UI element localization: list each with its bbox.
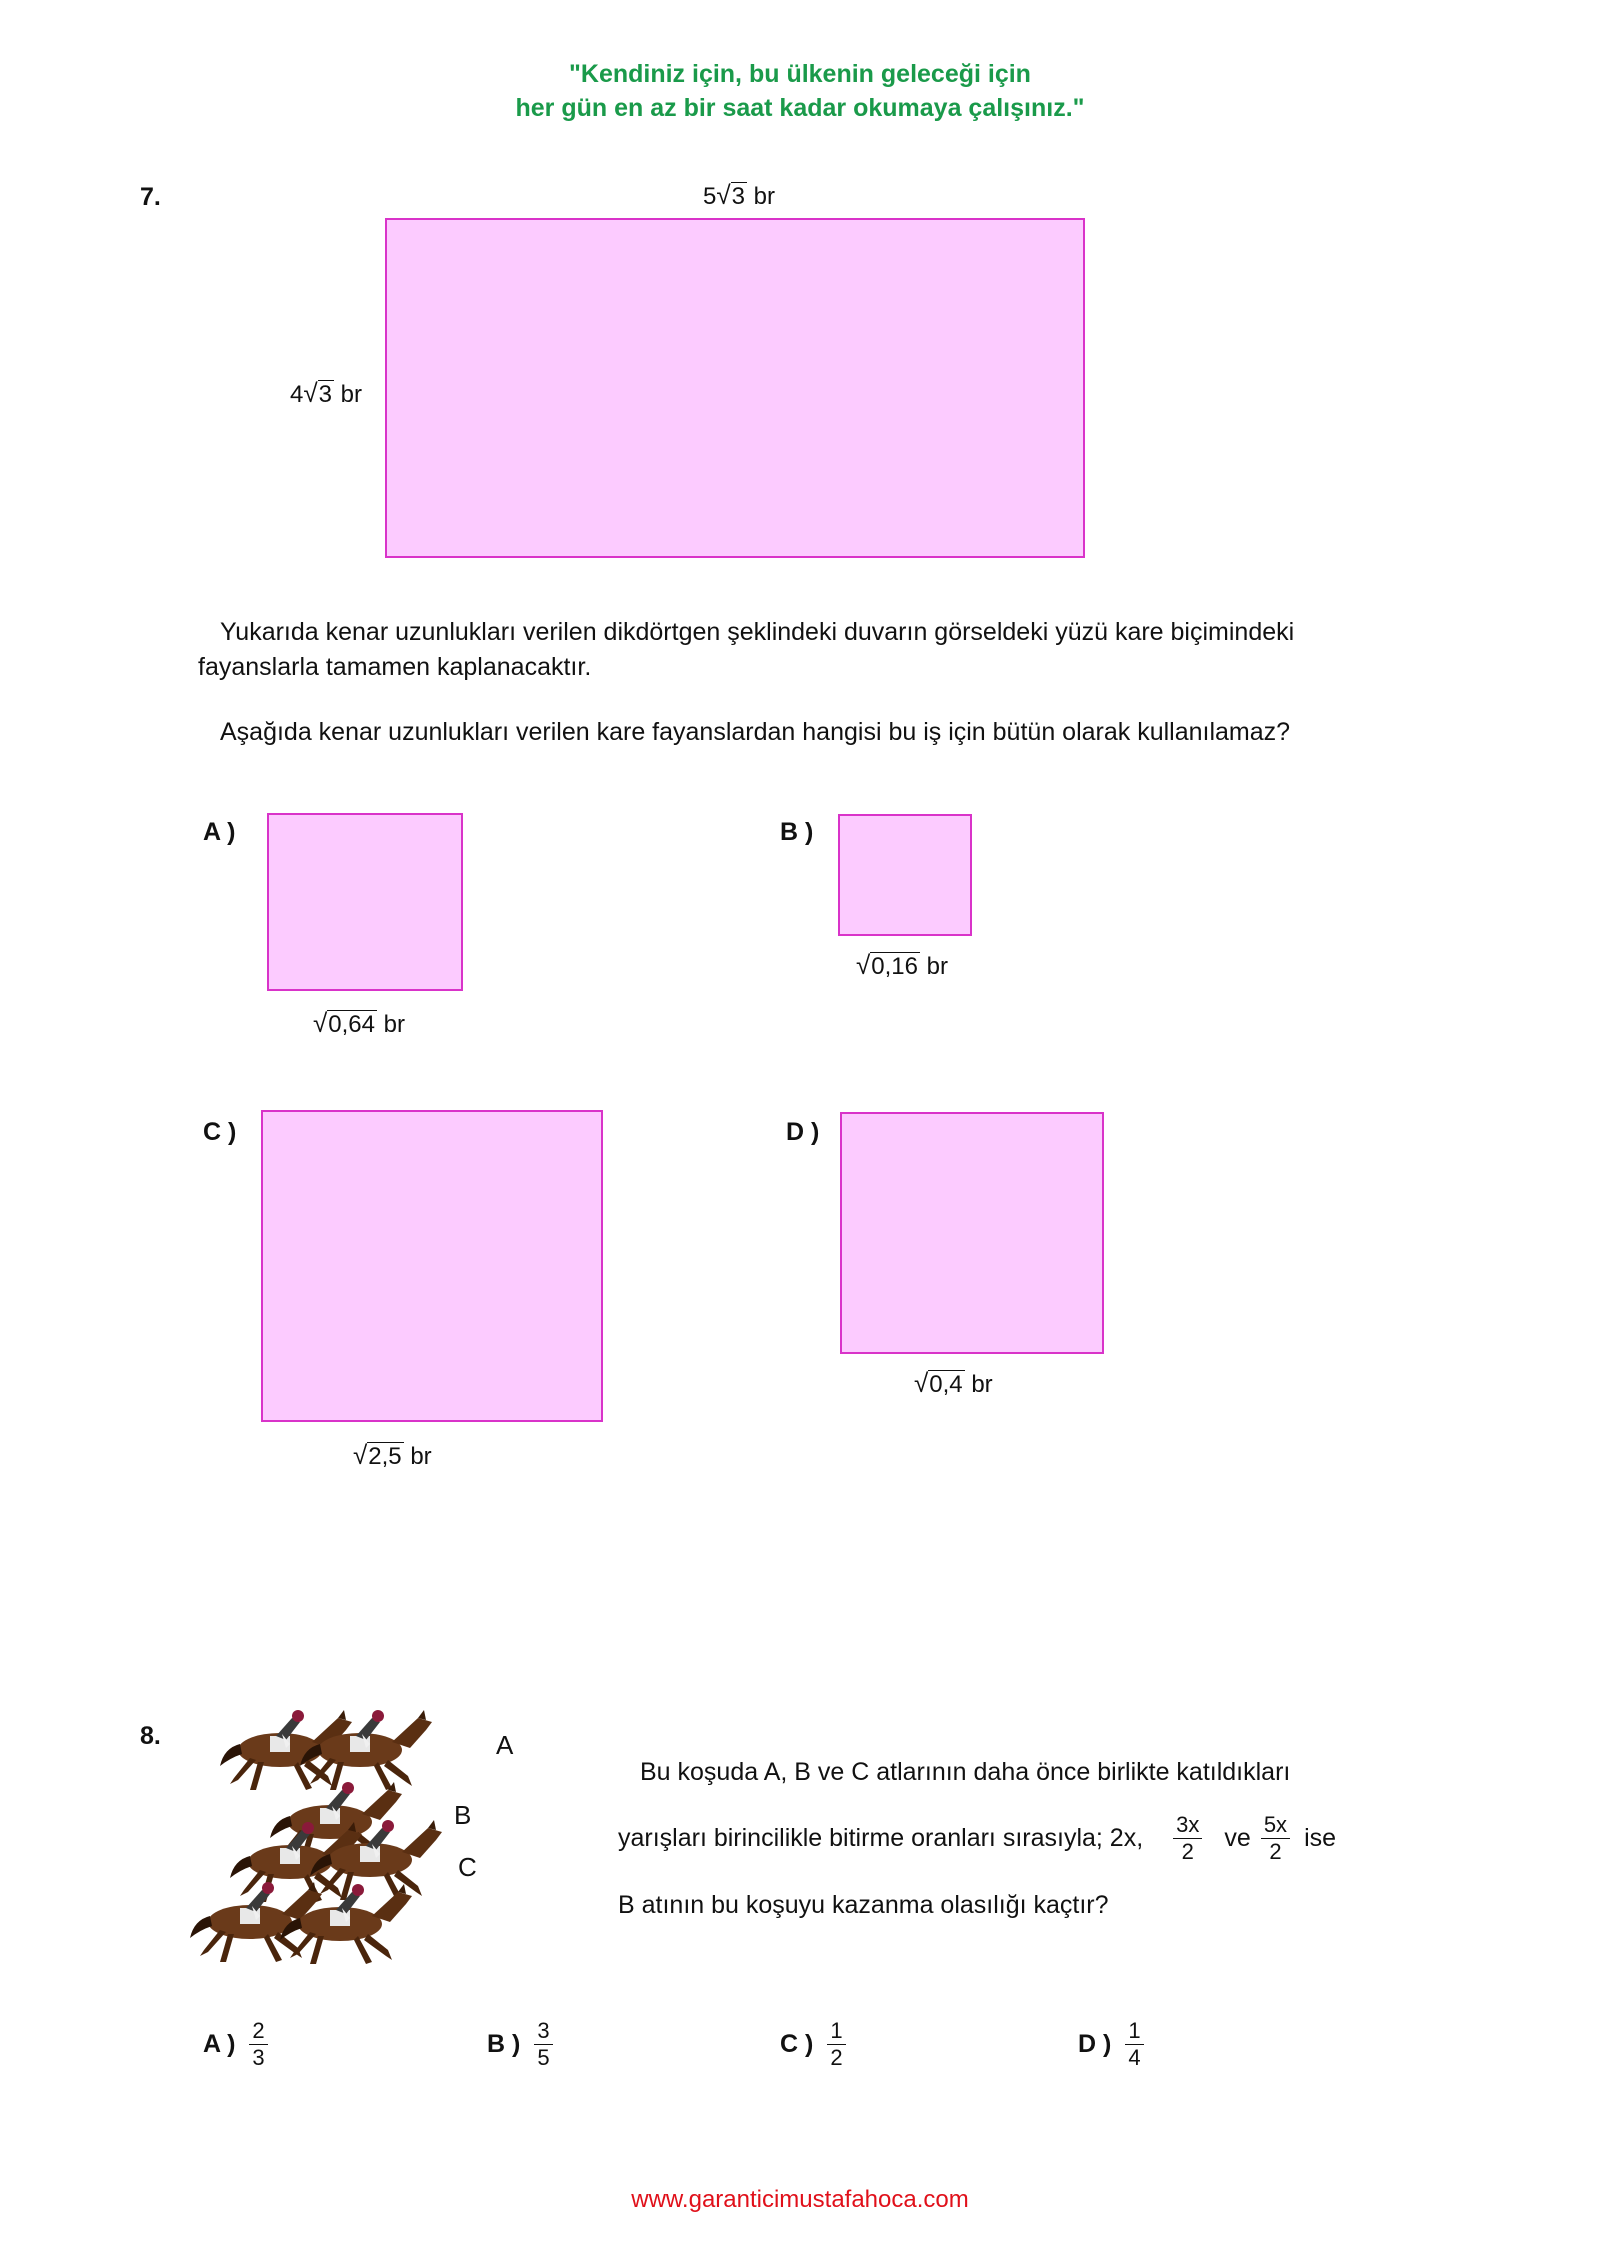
- wall-height-label: 4√3 br: [290, 378, 363, 408]
- sqrt-symbol: √0,16: [856, 950, 918, 980]
- racing-horses-image: [160, 1700, 490, 1990]
- option-a-letter[interactable]: A ): [203, 818, 236, 846]
- question-7-prompt: Aşağıda kenar uzunlukları verilen kare fayanslardan hangisi bu iş için bütün olarak kullanılamaz?: [220, 718, 1291, 746]
- option-c-tile[interactable]: [261, 1110, 603, 1422]
- question-7-number: 7.: [140, 183, 161, 211]
- option-d-letter[interactable]: D ): [786, 1118, 820, 1146]
- sqrt-symbol: √0,64: [313, 1008, 375, 1038]
- option-c-side-label: √2,5 br: [353, 1440, 432, 1470]
- option-d-tile[interactable]: [840, 1112, 1104, 1354]
- question-8-line-2: yarışları birincilikle bitirme oranları sırasıyla; 2x, $\frac{3x}{2}$ ve $\frac{5x}{2}$ ise: [618, 1812, 1337, 1864]
- option-a-side-label: √0,64 br: [313, 1008, 406, 1038]
- horse-label-a: A: [496, 1730, 514, 1760]
- q8-option-a[interactable]: A ) $\frac{2}{3}$: [203, 2018, 268, 2071]
- option-a-tile[interactable]: [267, 813, 463, 991]
- question-8-line-1: Bu koşuda A, B ve C atlarının daha önce birlikte katıldıkları: [640, 1758, 1291, 1786]
- horse-label-c: C: [458, 1852, 477, 1882]
- sqrt-symbol: √0,4: [914, 1368, 963, 1398]
- option-b-tile[interactable]: [838, 814, 972, 936]
- fraction-d-rate: $\frac{5x}{2}$: [1261, 1812, 1290, 1865]
- option-c-letter[interactable]: C ): [203, 1118, 237, 1146]
- question-8-number: 8.: [140, 1722, 161, 1750]
- q8-option-c[interactable]: C ) $\frac{1}{2}$: [780, 2018, 846, 2071]
- q8-option-d[interactable]: D ) $\frac{1}{4}$: [1078, 2018, 1144, 2071]
- quote-line-2: her gün en az bir saat kadar okumaya çalışınız.": [515, 94, 1085, 122]
- wall-width-label: 5√3 br: [703, 180, 776, 210]
- horse-label-b: B: [454, 1800, 472, 1830]
- footer-url[interactable]: www.garanticimustafahoca.com: [631, 2186, 969, 2213]
- q8-option-b[interactable]: B ) $\frac{3}{5}$: [487, 2018, 553, 2071]
- sqrt-symbol: √3: [303, 378, 332, 408]
- option-b-side-label: √0,16 br: [856, 950, 949, 980]
- option-d-side-label: √0,4 br: [914, 1368, 993, 1398]
- wall-rectangle: [385, 218, 1085, 558]
- sqrt-symbol: √3: [716, 180, 745, 210]
- quote-line-1: "Kendiniz için, bu ülkenin geleceği için: [569, 60, 1031, 88]
- question-7-text: Yukarıda kenar uzunlukları verilen dikdörtgen şeklindeki duvarın görseldeki yüzü kare biçimindeki fayanslarla tamamen kaplanacaktır.: [198, 618, 1295, 681]
- fraction-c-rate: $\frac{3x}{2}$: [1173, 1812, 1202, 1865]
- question-8-line-3: B atının bu koşuyu kazanma olasılığı kaçtır?: [618, 1891, 1109, 1919]
- sqrt-symbol: √2,5: [353, 1440, 402, 1470]
- option-b-letter[interactable]: B ): [780, 818, 814, 846]
